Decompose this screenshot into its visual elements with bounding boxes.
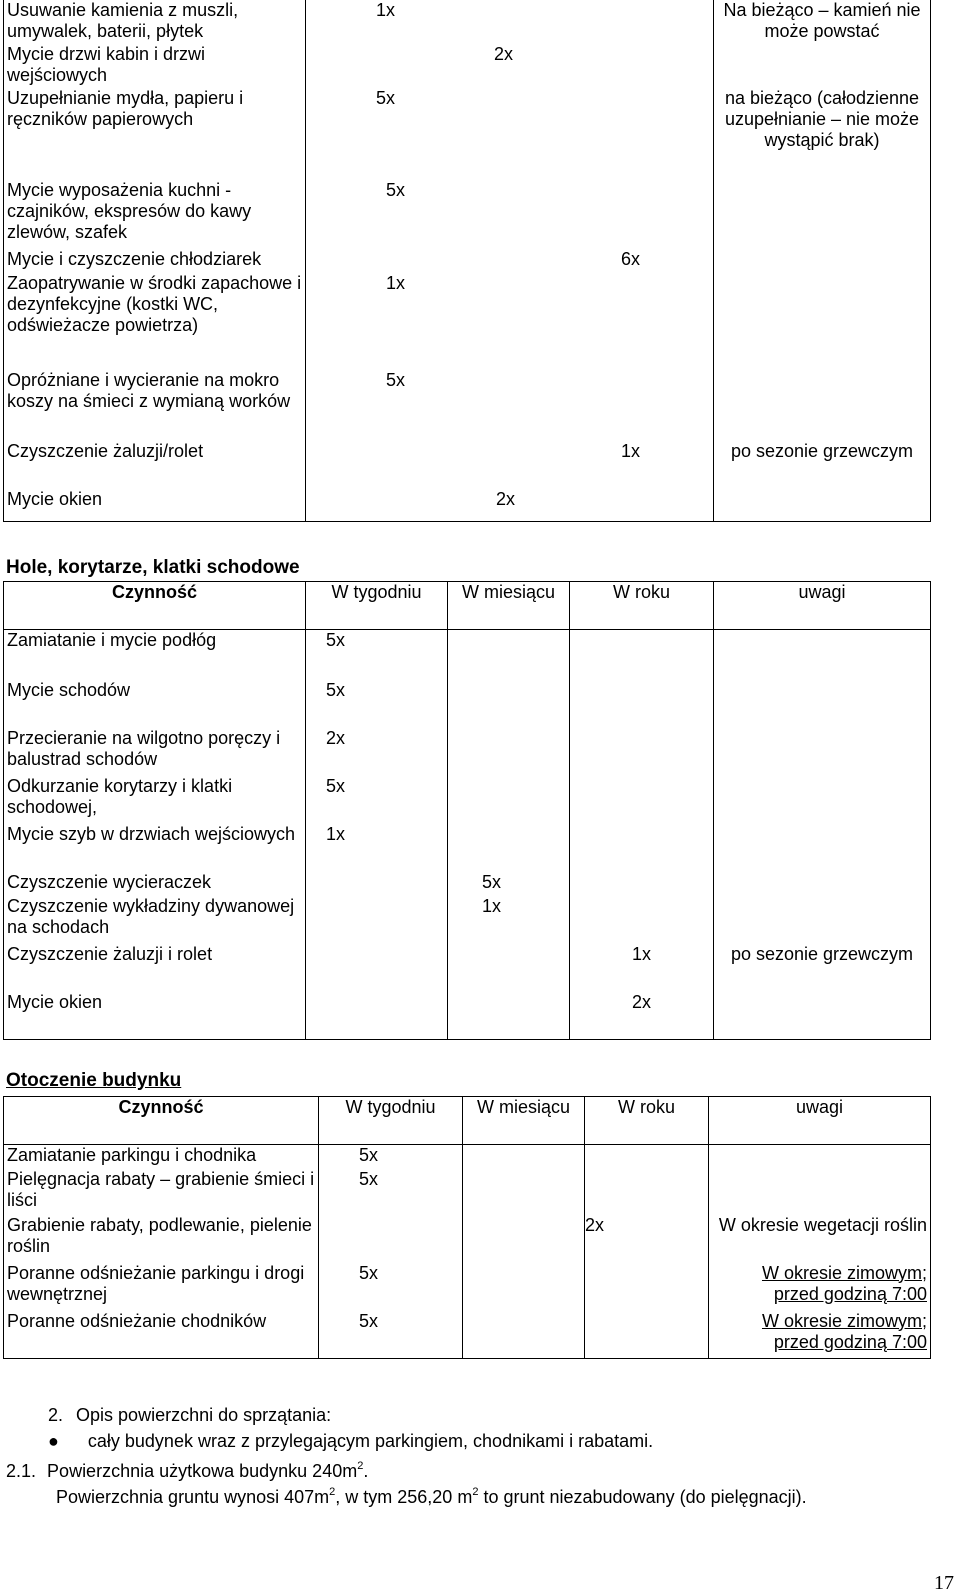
frequency-value: 5x [376,88,396,108]
year-cell [570,776,714,824]
header-note: uwagi [714,582,931,630]
year-cell: 2x [585,1215,709,1263]
bullet-text: cały budynek wraz z przylegającym parkingiem, chodnikami i rabatami. [87,1431,654,1451]
grunt-text-a: Powierzchnia gruntu wynosi 407m [56,1487,330,1507]
note-cell [714,180,931,249]
task-cell: Usuwanie kamienia z muszli, umywalek, baterii, płytek [4,0,306,44]
note-cell [714,824,931,872]
month-cell [463,1145,585,1169]
item-2-1 [6,1460,368,1482]
month-cell: 5x [448,872,570,896]
year-cell [585,1169,709,1215]
frequency-cell [306,273,714,370]
week-cell: 5x [306,680,448,728]
week-cell: 5x [319,1169,463,1215]
month-cell [463,1215,585,1263]
note-cell [714,728,931,776]
superscript: 2 [357,1460,364,1472]
task-cell: Zamiatanie i mycie podłóg [4,630,306,680]
task-cell: Poranne odśnieżanie parkingu i drogi wewnętrznej [4,1263,319,1311]
item-2-1-number: 2.1. [6,1461,37,1481]
header-month: W miesiącu [463,1097,585,1145]
table-row [4,88,931,180]
month-cell [448,992,570,1040]
year-cell [585,1311,709,1359]
table-row [4,441,931,489]
note-cell: W okresie zimowym; przed godziną 7:00 [709,1311,931,1359]
header-task: Czynność [4,1097,319,1145]
task-cell: Czyszczenie żaluzji i rolet [4,944,306,992]
header-week: W tygodniu [306,582,448,630]
month-cell [448,630,570,680]
section-title-halls: Hole, korytarze, klatki schodowe [6,557,300,578]
note-cell [709,1145,931,1169]
item-2-1-end: . [363,1461,369,1481]
week-cell: 2x [306,728,448,776]
frequency-value: 1x [376,0,396,20]
frequency-value: 6x [621,249,641,269]
table-row [4,180,931,249]
table-row [4,489,931,521]
task-cell: Uzupełnianie mydła, papieru i ręczników papierowych [4,88,306,180]
task-cell: Czyszczenie wycieraczek [4,872,306,896]
task-cell: Czyszczenie wykładziny dywanowej na schodach [4,896,306,944]
frequency-cell [306,370,714,441]
task-cell: Zamiatanie parkingu i chodnika [4,1145,319,1169]
superscript: 2 [472,1486,479,1498]
task-cell: Mycie szyb w drzwiach wejściowych [4,824,306,872]
note-cell [714,273,931,370]
month-cell [448,944,570,992]
table-row [4,1215,931,1263]
note-cell: Na bieżąco – kamień nie może powstać [714,0,931,44]
table-row [4,728,931,776]
task-cell: Mycie schodów [4,680,306,728]
table-row [4,630,931,680]
task-cell: Pielęgnacja rabaty – grabienie śmieci i liści [4,1169,319,1215]
table-row [4,44,931,88]
header-year: W roku [585,1097,709,1145]
task-cell: Mycie drzwi kabin i drzwi wejściowych [4,44,306,88]
year-cell [585,1263,709,1311]
table-halls [3,581,931,1040]
table-row [4,370,931,441]
frequency-cell [306,249,714,273]
note-cell [714,249,931,273]
year-cell [570,872,714,896]
note-cell: W okresie wegetacji roślin [709,1215,931,1263]
header-year: W roku [570,582,714,630]
month-cell [448,728,570,776]
frequency-value: 5x [386,370,406,390]
note-cell [714,489,931,521]
table-row [4,776,931,824]
note-cell: po sezonie grzewczym [714,441,931,489]
week-cell: 5x [306,630,448,680]
task-cell: Odkurzanie korytarzy i klatki schodowej, [4,776,306,824]
header-month: W miesiącu [448,582,570,630]
frequency-cell [306,44,714,88]
item-2-text: Opis powierzchni do sprzątania: [76,1405,332,1425]
week-cell: 5x [306,776,448,824]
week-cell [306,872,448,896]
frequency-cell [306,180,714,249]
frequency-value: 2x [494,44,514,64]
month-cell: 1x [448,896,570,944]
table-row [4,273,931,370]
table-row [4,872,931,896]
page-number: 17 [934,1572,954,1594]
table-row [4,680,931,728]
frequency-cell [306,489,714,521]
note-cell [714,44,931,88]
table-surroundings [3,1096,931,1359]
note-cell [714,872,931,896]
header-week: W tygodniu [319,1097,463,1145]
note-cell [714,680,931,728]
task-cell: Mycie okien [4,992,306,1040]
month-cell [463,1169,585,1215]
superscript: 2 [329,1486,336,1498]
note-cell: na bieżąco (całodzienne uzupełnianie – nie może wystąpić brak) [714,88,931,180]
month-cell [463,1311,585,1359]
year-cell [570,630,714,680]
frequency-value: 5x [386,180,406,200]
task-cell: Przecieranie na wilgotno poręczy i balustrad schodów [4,728,306,776]
week-cell: 5x [319,1145,463,1169]
frequency-value: 1x [386,273,406,293]
month-cell [448,824,570,872]
item-2-1-text: Powierzchnia użytkowa budynku 240m [47,1461,358,1481]
table-row [4,0,931,44]
table-row [4,1169,931,1215]
grunt-text-b: , w tym 256,20 m [335,1487,473,1507]
note-cell [709,1169,931,1215]
bullet-icon: ● [48,1431,59,1451]
table-row [4,1311,931,1359]
note-cell [714,370,931,441]
week-cell [306,896,448,944]
frequency-cell [306,441,714,489]
frequency-value: 1x [621,441,641,461]
month-cell [448,680,570,728]
month-cell [448,776,570,824]
table-row [4,992,931,1040]
header-task: Czynność [4,582,306,630]
month-cell [463,1263,585,1311]
year-cell [570,896,714,944]
task-cell: Poranne odśnieżanie chodników [4,1311,319,1359]
table-sanitary-continued [3,0,931,522]
task-cell: Mycie i czyszczenie chłodziarek [4,249,306,273]
note-cell: po sezonie grzewczym [714,944,931,992]
year-cell [585,1145,709,1169]
header-note: uwagi [709,1097,931,1145]
item-2 [48,1404,331,1426]
week-cell: 5x [319,1263,463,1311]
table-row [4,944,931,992]
note-cell [714,896,931,944]
year-cell [570,680,714,728]
task-cell: Mycie okien [4,489,306,521]
note-cell [714,776,931,824]
year-cell [570,824,714,872]
year-cell: 2x [570,992,714,1040]
week-cell [319,1215,463,1263]
note-cell: W okresie zimowym; przed godziną 7:00 [709,1263,931,1311]
frequency-cell [306,0,714,44]
table-row [4,1263,931,1311]
task-cell: Opróżniane i wycieranie na mokro koszy na śmieci z wymianą worków [4,370,306,441]
week-cell: 5x [319,1311,463,1359]
bullet-item [48,1430,653,1452]
header-row [4,582,931,630]
task-cell: Zaopatrywanie w środki zapachowe i dezynfekcyjne (kostki WC, odświeżacze powietrza) [4,273,306,370]
section-title-surroundings: Otoczenie budynku [6,1070,182,1091]
week-cell [306,992,448,1040]
note-cell [714,630,931,680]
grunt-paragraph [56,1486,946,1508]
year-cell: 1x [570,944,714,992]
task-cell: Czyszczenie żaluzji/rolet [4,441,306,489]
header-row [4,1097,931,1145]
frequency-cell [306,88,714,180]
table-row [4,249,931,273]
item-2-number: 2. [48,1405,64,1425]
grunt-text-c: to grunt niezabudowany (do pielęgnacji). [478,1487,807,1507]
frequency-value: 2x [496,489,516,509]
year-cell [570,728,714,776]
task-cell: Grabienie rabaty, podlewanie, pielenie roślin [4,1215,319,1263]
week-cell: 1x [306,824,448,872]
table-row [4,824,931,872]
table-row [4,1145,931,1169]
note-cell [714,992,931,1040]
table-row [4,896,931,944]
task-cell: Mycie wyposażenia kuchni - czajników, ekspresów do kawy zlewów, szafek [4,180,306,249]
week-cell [306,944,448,992]
